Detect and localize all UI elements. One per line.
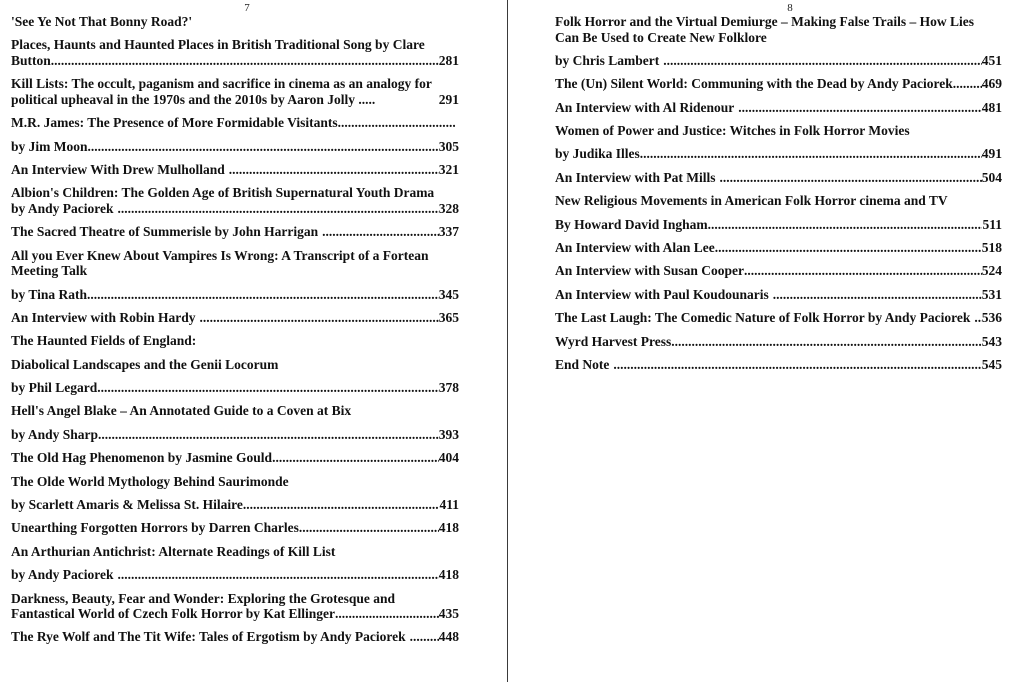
entry-title-line: All you Ever Knew About Vampires Is Wrong: A Transcript of a Fortean: [11, 247, 429, 263]
toc-entry: [11, 591, 459, 622]
entry-title-line: The Sacred Theatre of Summerisle by John Harrigan: [11, 224, 319, 240]
entry-final-line: [11, 450, 459, 466]
entry-title-line: by Chris Lambert: [555, 52, 660, 68]
toc-entry: [11, 310, 459, 326]
entry-final-line: [11, 224, 459, 240]
entry-final-line: [555, 170, 1002, 186]
entry-final-line: [11, 53, 459, 69]
page-gutter-divider: [507, 0, 508, 682]
entry-page-number: 337: [438, 224, 459, 240]
toc-entry: [555, 217, 1002, 233]
entry-final-line: [11, 606, 459, 622]
toc-entry: [555, 287, 1002, 303]
toc-entry: [11, 287, 459, 303]
left-page-number: 7: [244, 2, 250, 14]
dot-leader: [708, 217, 983, 233]
entry-final-line: [11, 310, 459, 326]
entry-title-line: political upheaval in the 1970s and the 2010s by Aaron Jolly .....: [11, 91, 376, 107]
toc-entry: [555, 53, 1002, 69]
entry-final-line: [555, 146, 1002, 162]
toc-entry: [11, 629, 459, 645]
entry-title-line: New Religious Movements in American Folk Horror cinema and TV: [555, 193, 948, 209]
entry-final-line: [555, 357, 1002, 373]
entry-page-number: 451: [981, 52, 1002, 68]
entry-title-line: by Andy Paciorek: [11, 567, 114, 583]
toc-entry: [11, 248, 459, 279]
entry-final-line: [11, 201, 459, 217]
right-page-contents: [555, 14, 1002, 380]
toc-entry: [555, 123, 1002, 139]
toc-entry: [11, 497, 459, 513]
toc-entry: [555, 334, 1002, 350]
entry-title-line: The Last Laugh: The Comedic Nature of Folk Horror by Andy Paciorek: [555, 310, 971, 326]
toc-entry: [11, 450, 459, 466]
entry-title-line: 'See Ye Not That Bonny Road?': [11, 14, 193, 29]
entry-page-number: 481: [981, 99, 1002, 115]
entry-title-line: Fantastical World of Czech Folk Horror by Kat Ellinger: [11, 606, 335, 622]
toc-entry: [11, 37, 459, 68]
entry-final-line: [555, 53, 1002, 69]
dot-leader: [322, 224, 439, 240]
entry-page-number: 536: [981, 310, 1002, 326]
entry-title-line: Folk Horror and the Virtual Demiurge – Making False Trails – How Lies: [555, 14, 974, 29]
entry-title-line: The (Un) Silent World: Communing with the Dead by Andy Paciorek: [555, 76, 953, 92]
entry-page-number: 305: [438, 138, 459, 154]
entry-page-number: 469: [981, 76, 1002, 92]
entry-title-line: The Rye Wolf and The Tit Wife: Tales of Ergotism by Andy Paciorek: [11, 629, 406, 645]
toc-entry: [555, 263, 1002, 279]
entry-final-line: [11, 427, 459, 443]
entry-page-number: 531: [981, 286, 1002, 302]
entry-title-line: An Interview with Al Ridenour: [555, 99, 735, 115]
toc-entry: [555, 146, 1002, 162]
entry-title-line: An Interview with Paul Koudounaris: [555, 286, 769, 302]
entry-page-number: 365: [438, 309, 459, 325]
dot-leader: [272, 450, 439, 466]
toc-entry: [11, 185, 459, 216]
dot-leader: [229, 162, 439, 178]
entry-final-line: [11, 115, 459, 131]
entry-final-line: [555, 334, 1002, 350]
entry-page-number: 504: [981, 169, 1002, 185]
dot-leader: [243, 497, 440, 513]
entry-page-number: 404: [438, 450, 459, 466]
dot-leader: [338, 115, 455, 131]
toc-entry: [11, 474, 459, 490]
entry-title-line: Can Be Used to Create New Folklore: [555, 29, 767, 45]
entry-title-line: Albion's Children: The Golden Age of British Supernatural Youth Drama: [11, 185, 435, 201]
dot-leader: [51, 53, 439, 69]
toc-entry: [11, 139, 459, 155]
toc-entry: [11, 357, 459, 373]
toc-entry: [555, 170, 1002, 186]
toc-entry: [11, 520, 459, 536]
entry-title-line: Places, Haunts and Haunted Places in British Traditional Song by Clare: [11, 37, 425, 53]
entry-page-number: 328: [438, 200, 459, 216]
entry-title-line: An Interview with Robin Hardy: [11, 309, 196, 325]
toc-entry: [555, 357, 1002, 373]
entry-title-line: by Judika Illes: [555, 146, 640, 162]
entry-title-line: M.R. James: The Presence of More Formidable Visitants: [11, 115, 338, 131]
toc-entry: [11, 76, 459, 107]
entry-final-line: [11, 92, 459, 108]
entry-page-number: 393: [438, 426, 459, 442]
entry-title-line: Unearthing Forgotten Horrors by Darren Charles: [11, 520, 299, 536]
dot-leader: [663, 53, 982, 69]
entry-final-line: [11, 287, 459, 303]
entry-page-number: 511: [982, 216, 1002, 232]
entry-title-line: An Arthurian Antichrist: Alternate Readings of Kill List: [11, 543, 336, 559]
entry-final-line: [11, 139, 459, 155]
toc-entry: [555, 310, 1002, 326]
entry-page-number: 291: [438, 91, 459, 107]
entry-title-line: By Howard David Ingham: [555, 216, 708, 232]
entry-title-line: An Interview with Susan Cooper: [555, 263, 745, 279]
entry-final-line: [555, 76, 1002, 92]
entry-title-line: Women of Power and Justice: Witches in Folk Horror Movies: [555, 123, 910, 139]
entry-title-line: End Note: [555, 356, 610, 372]
entry-title-line: by Tina Rath: [11, 286, 88, 302]
dot-leader: [88, 139, 439, 155]
toc-entry: [11, 162, 459, 178]
entry-title-line: An Interview with Alan Lee: [555, 240, 715, 256]
toc-entry: [555, 76, 1002, 92]
toc-entry: [555, 100, 1002, 116]
dot-leader: [299, 520, 439, 536]
entry-title-line: Darkness, Beauty, Fear and Wonder: Exploring the Grotesque and: [11, 590, 396, 606]
entry-page-number: 418: [438, 520, 459, 536]
entry-title-line: by Phil Legard: [11, 380, 98, 396]
dot-leader: [118, 201, 439, 217]
toc-entry: [555, 193, 1002, 209]
entry-page-number: 411: [439, 497, 459, 513]
toc-entry: [11, 544, 459, 560]
dot-leader: [410, 629, 439, 645]
entry-final-line: [11, 497, 459, 513]
entry-page-number: 518: [981, 240, 1002, 256]
entry-title-line: by Andy Paciorek: [11, 200, 114, 216]
dot-leader: [974, 310, 981, 326]
dot-leader: [719, 170, 981, 186]
toc-entry: [11, 115, 459, 131]
entry-page-number: 281: [438, 52, 459, 68]
entry-final-line: [11, 162, 459, 178]
dot-leader: [118, 567, 439, 583]
entry-title-line: by Jim Moon: [11, 138, 88, 154]
entry-final-line: [11, 629, 459, 645]
entry-final-line: [11, 567, 459, 583]
dot-leader: [953, 76, 982, 92]
dot-leader: [200, 310, 439, 326]
right-page-number: 8: [787, 2, 793, 14]
dot-leader: [738, 100, 981, 116]
entry-title-line: Diabolical Landscapes and the Genii Locorum: [11, 356, 279, 372]
toc-entry: [11, 333, 459, 349]
entry-page-number: 418: [438, 567, 459, 583]
entry-final-line: [11, 520, 459, 536]
dot-leader: [744, 263, 982, 279]
entry-page-number: 435: [438, 606, 459, 622]
entry-final-line: [11, 380, 459, 396]
toc-entry: [11, 567, 459, 583]
dot-leader: [335, 606, 439, 622]
entry-title-line: Hell's Angel Blake – An Annotated Guide to a Coven at Bix: [11, 403, 352, 419]
entry-page-number: 448: [438, 629, 459, 645]
entry-title-line: An Interview With Drew Mulholland: [11, 161, 225, 177]
entry-page-number: 545: [981, 356, 1002, 372]
entry-final-line: [555, 287, 1002, 303]
toc-entry: [11, 380, 459, 396]
entry-title-line: The Haunted Fields of England:: [11, 333, 197, 349]
entry-final-line: [555, 217, 1002, 233]
entry-title-line: Button: [11, 52, 51, 68]
entry-final-line: [555, 310, 1002, 326]
dot-leader: [715, 240, 982, 256]
entry-page-number: 345: [438, 286, 459, 302]
dot-leader: [613, 357, 981, 373]
entry-title-line: An Interview with Pat Mills: [555, 169, 716, 185]
dot-leader: [97, 380, 438, 396]
dot-leader: [640, 146, 982, 162]
entry-title-line: Meeting Talk: [11, 263, 88, 279]
toc-entry: [11, 403, 459, 419]
dot-leader: [671, 334, 982, 350]
entry-final-line: [555, 263, 1002, 279]
entry-page-number: 321: [438, 161, 459, 177]
entry-page-number: 491: [981, 146, 1002, 162]
toc-entry: [11, 14, 459, 30]
entry-title-line: by Andy Sharp: [11, 426, 99, 442]
entry-page-number: 378: [438, 380, 459, 396]
entry-final-line: [555, 240, 1002, 256]
dot-leader: [98, 427, 439, 443]
toc-entry: [555, 240, 1002, 256]
entry-page-number: 524: [981, 263, 1002, 279]
entry-title-line: The Olde World Mythology Behind Saurimonde: [11, 473, 289, 489]
dot-leader: [773, 287, 982, 303]
entry-title-line: The Old Hag Phenomenon by Jasmine Gould: [11, 450, 273, 466]
toc-entry: [555, 14, 1002, 45]
entry-title-line: Wyrd Harvest Press: [555, 333, 672, 349]
toc-entry: [11, 427, 459, 443]
entry-title-line: Kill Lists: The occult, paganism and sacrifice in cinema as an analogy for: [11, 76, 432, 92]
dot-leader: [87, 287, 439, 303]
entry-page-number: 543: [981, 333, 1002, 349]
entry-final-line: [555, 100, 1002, 116]
left-page-contents: [11, 14, 459, 653]
entry-title-line: by Scarlett Amaris & Melissa St. Hilaire: [11, 497, 243, 513]
toc-entry: [11, 224, 459, 240]
